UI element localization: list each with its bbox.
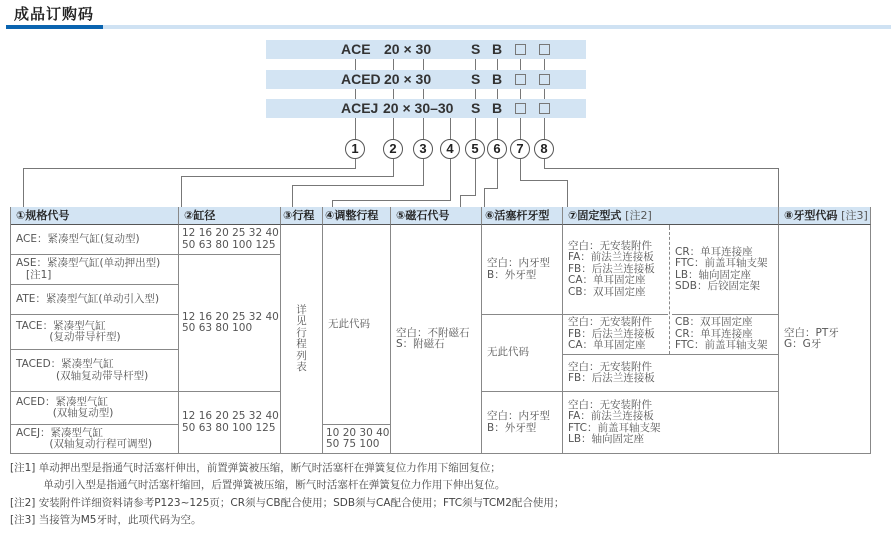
port-thread-options: 空白：PT牙 G：G牙 (779, 225, 871, 454)
rod-code: B (492, 71, 503, 87)
header-adjust-stroke: ④调整行程 (323, 207, 391, 225)
model-code: ACED (341, 71, 381, 87)
size-code: 20 × 30–30 (383, 100, 454, 116)
circle-number: 1 (345, 139, 365, 159)
thread-placeholder-box (539, 74, 550, 85)
mount-options: CR：单耳连接座 FTC：前盖耳轴支架 LB：轴向固定座 SDB：后铰固定架 (670, 225, 779, 315)
note-2: [注2] 安装附件详细资料请参考P123~125页；CR须与CB配合使用；SDB须与CA配合使用；FTC须与TCM2配合使用； (10, 497, 565, 509)
mount-options: 空白：无安装附件 FB：后法兰连接板 CA：单耳固定座 (563, 315, 670, 355)
model-code: ACE (341, 41, 371, 57)
stroke-note: 详 见 行 程 列 表 (281, 225, 323, 454)
magnet-code: S (471, 71, 481, 87)
leader-line (393, 50, 394, 140)
spec-row: ACEJ：紧凑型气缸 (双轴复动行程可调型) (11, 425, 179, 454)
magnet-options: 空白：不附磁石 S：附磁石 (391, 225, 482, 454)
rod-options: 空白：内牙型 B：外牙型 (482, 392, 563, 454)
mount-options: 空白：无安装附件 FB：后法兰连接板 (563, 355, 779, 392)
title-underline-light (103, 25, 891, 29)
header-bore: ②缸径 (179, 207, 281, 225)
header-rod-thread: ⑥活塞杆牙型 (482, 207, 563, 225)
thread-placeholder-box (539, 44, 550, 55)
mount-placeholder-box (515, 74, 526, 85)
leader-line (355, 50, 356, 140)
code-row-aced (266, 70, 586, 89)
circle-number: 5 (465, 139, 485, 159)
mount-options: 空白：无安装附件 FA：前法兰连接板 FB：后法兰连接板 CA：单耳固定座 CB：双耳固定座 (563, 225, 670, 315)
note-1-cont: 单动引入型是指通气时活塞杆缩回，后置弹簧被压缩，断气时活塞杆在弹簧复位力作用下伸出复位。 (10, 479, 506, 491)
size-code: 20 × 30 (384, 41, 432, 57)
header-spec: ①规格代号 (11, 207, 179, 225)
spec-row: TACED：紧凑型气缸 (双轴复动带导杆型) (11, 350, 179, 392)
rod-code: B (492, 100, 503, 116)
circle-number: 6 (487, 139, 507, 159)
rod-options: 空白：内牙型 B：外牙型 (482, 225, 563, 315)
model-code: ACEJ (341, 100, 379, 116)
code-row-ace (266, 40, 586, 59)
code-row-acej (266, 99, 586, 118)
title-underline-dark (6, 25, 103, 29)
circle-number: 8 (534, 139, 554, 159)
magnet-code: S (471, 100, 481, 116)
adjust-none: 无此代码 (323, 225, 391, 425)
magnet-code: S (471, 41, 481, 57)
bore-values: 12 16 20 25 32 40 50 63 80 100 125 (179, 225, 281, 255)
leader-line (475, 50, 476, 140)
circle-number: 2 (383, 139, 403, 159)
note-1: [注1] 单动押出型是指通气时活塞杆伸出，前置弹簧被压缩，断气时活塞杆在弹簧复位力作用下缩回复位； (10, 462, 501, 474)
leader-line (423, 50, 424, 140)
circle-number: 4 (440, 139, 460, 159)
header-port-thread: ⑧牙型代码 [注3] (779, 207, 871, 225)
thread-placeholder-box (539, 103, 550, 114)
leader-line (520, 50, 521, 140)
note-3: [注3] 当接管为M5牙时，此项代码为空。 (10, 514, 202, 526)
mount-options: CB：双耳固定座 CR：单耳连接座 FTC：前盖耳轴支架 (670, 315, 779, 355)
rod-code: B (492, 41, 503, 57)
mount-placeholder-box (515, 103, 526, 114)
spec-row: ACE：紧凑型气缸(复动型) (11, 225, 179, 255)
header-stroke: ③行程 (281, 207, 323, 225)
rod-none: 无此代码 (482, 315, 563, 392)
circle-number: 3 (413, 139, 433, 159)
mount-options: 空白：无安装附件 FA：前法兰连接板 FTC：前盖耳轴支架 LB：轴向固定座 (563, 392, 779, 454)
spec-row: ATE：紧凑型气缸(单动引入型) (11, 285, 179, 315)
header-magnet: ⑤磁石代号 (391, 207, 482, 225)
spec-row: TACE：紧凑型气缸 (复动带导杆型) (11, 315, 179, 350)
leader-line (497, 50, 498, 140)
leader-line (544, 50, 545, 140)
dashed-divider (669, 227, 670, 354)
bore-values: 12 16 20 25 32 40 50 63 80 100 (179, 255, 281, 392)
page-title: 成品订购码 (14, 5, 95, 23)
header-mount: ⑦固定型式 [注2] (563, 207, 779, 225)
size-code: 20 × 30 (384, 71, 432, 87)
circle-number: 7 (510, 139, 530, 159)
spec-row: ACED：紧凑型气缸 (双轴复动型) (11, 392, 179, 425)
order-code-table (10, 207, 871, 454)
spec-row: ASE：紧凑型气缸(单动押出型) [注1] (11, 255, 179, 285)
adjust-values: 10 20 30 40 50 75 100 (323, 425, 391, 454)
bore-values: 12 16 20 25 32 40 50 63 80 100 125 (179, 392, 281, 454)
mount-placeholder-box (515, 44, 526, 55)
